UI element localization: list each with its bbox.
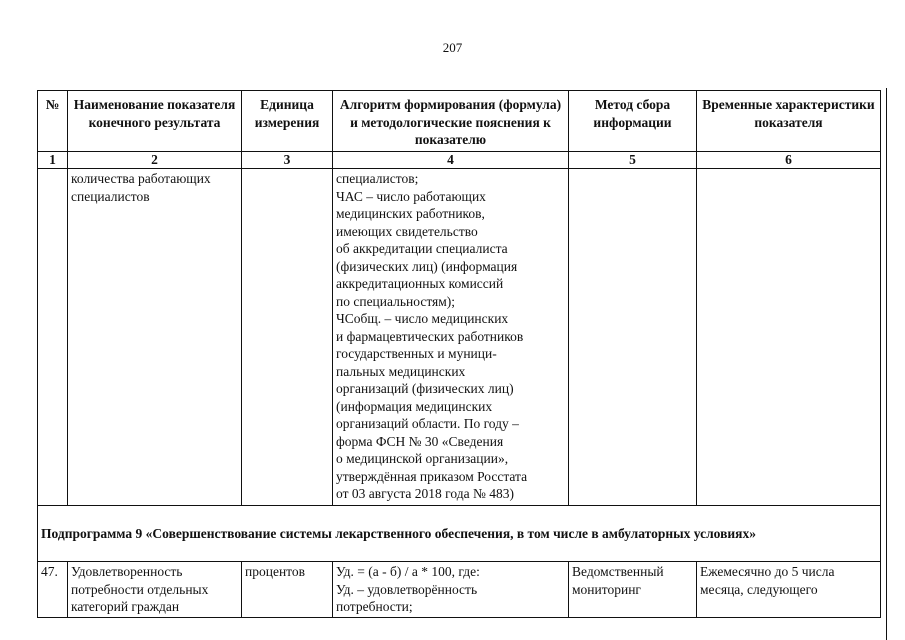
- timing: [697, 169, 881, 506]
- algorithm-line: Уд. = (а - б) / а * 100, где:: [336, 564, 480, 579]
- table-row: [38, 562, 881, 618]
- algorithm-line: пальных медицинских: [336, 363, 466, 379]
- collection-method: [569, 169, 697, 506]
- algorithm-text: [333, 169, 569, 506]
- algorithm-text: [333, 562, 569, 618]
- indicators-table: [37, 90, 881, 618]
- algorithm-line: специалистов;: [336, 171, 419, 186]
- algorithm-line: от 03 августа 2018 года № 483): [336, 486, 514, 501]
- algorithm-line: организаций области. По году –: [336, 416, 519, 431]
- algorithm-line: форма ФСН № 30 «Сведения: [336, 433, 504, 449]
- algorithm-line: Уд. – удовлетворённость: [336, 581, 478, 597]
- header-algorithm: Алгоритм формирования (формула) и методологические пояснения к показателю: [333, 91, 569, 152]
- algorithm-line: и фармацевтических работников: [336, 328, 524, 344]
- header-method: Метод сбора информации: [569, 91, 697, 152]
- algorithm-line: утверждённая приказом Росстата: [336, 468, 528, 484]
- algorithm-line: государственных и муници-: [336, 346, 497, 361]
- timing: Ежемесячно до 5 числа месяца, следующего: [697, 562, 881, 618]
- algorithm-line: по специальностям);: [336, 293, 456, 309]
- algorithm-line: об аккредитации специалиста: [336, 241, 508, 256]
- algorithm-line: медицинских работников,: [336, 206, 485, 221]
- algorithm-line: ЧСобщ. – число медицинских: [336, 311, 509, 326]
- algorithm-line: аккредитационных комиссий: [336, 276, 504, 291]
- column-number: 4: [333, 152, 569, 169]
- algorithm-line: имеющих свидетельство: [336, 223, 478, 239]
- indicator-name: Удовлетворенность потребности отдельных категорий граждан: [68, 562, 242, 618]
- collection-method: Ведомственный мониторинг: [569, 562, 697, 618]
- algorithm-line: организаций (физических лиц): [336, 381, 514, 396]
- column-number: 2: [68, 152, 242, 169]
- algorithm-line: потребности;: [336, 599, 413, 614]
- algorithm-line: (физических лиц) (информация: [336, 258, 518, 274]
- indicator-name: количества работающих специалистов: [68, 169, 242, 506]
- column-number: 3: [242, 152, 333, 169]
- header-unit: Единица измерения: [242, 91, 333, 152]
- algorithm-line: ЧАС – число работающих: [336, 188, 486, 204]
- subprogram-row: [38, 506, 881, 562]
- header-timing: Временные характеристики показателя: [697, 91, 881, 152]
- unit: [242, 169, 333, 506]
- header-no: №: [38, 91, 68, 152]
- unit: процентов: [242, 562, 333, 618]
- margin-line: [886, 88, 887, 640]
- subprogram-title: Подпрограмма 9 «Совершенствование системы лекарственного обеспечения, в том числе в амбулаторных условиях»: [38, 506, 881, 562]
- column-number: 5: [569, 152, 697, 169]
- algorithm-line: (информация медицинских: [336, 398, 493, 414]
- algorithm-line: о медицинской организации»,: [336, 451, 509, 466]
- page-number: 207: [442, 40, 463, 55]
- row-no: 47.: [38, 562, 68, 618]
- column-number: 6: [697, 152, 881, 169]
- header-indicator-name: Наименование показателя конечного результата: [68, 91, 242, 152]
- column-number-row: [38, 152, 881, 169]
- column-number: 1: [38, 152, 68, 169]
- table-row: [38, 169, 881, 506]
- row-no: [38, 169, 68, 506]
- header-row: [38, 91, 881, 152]
